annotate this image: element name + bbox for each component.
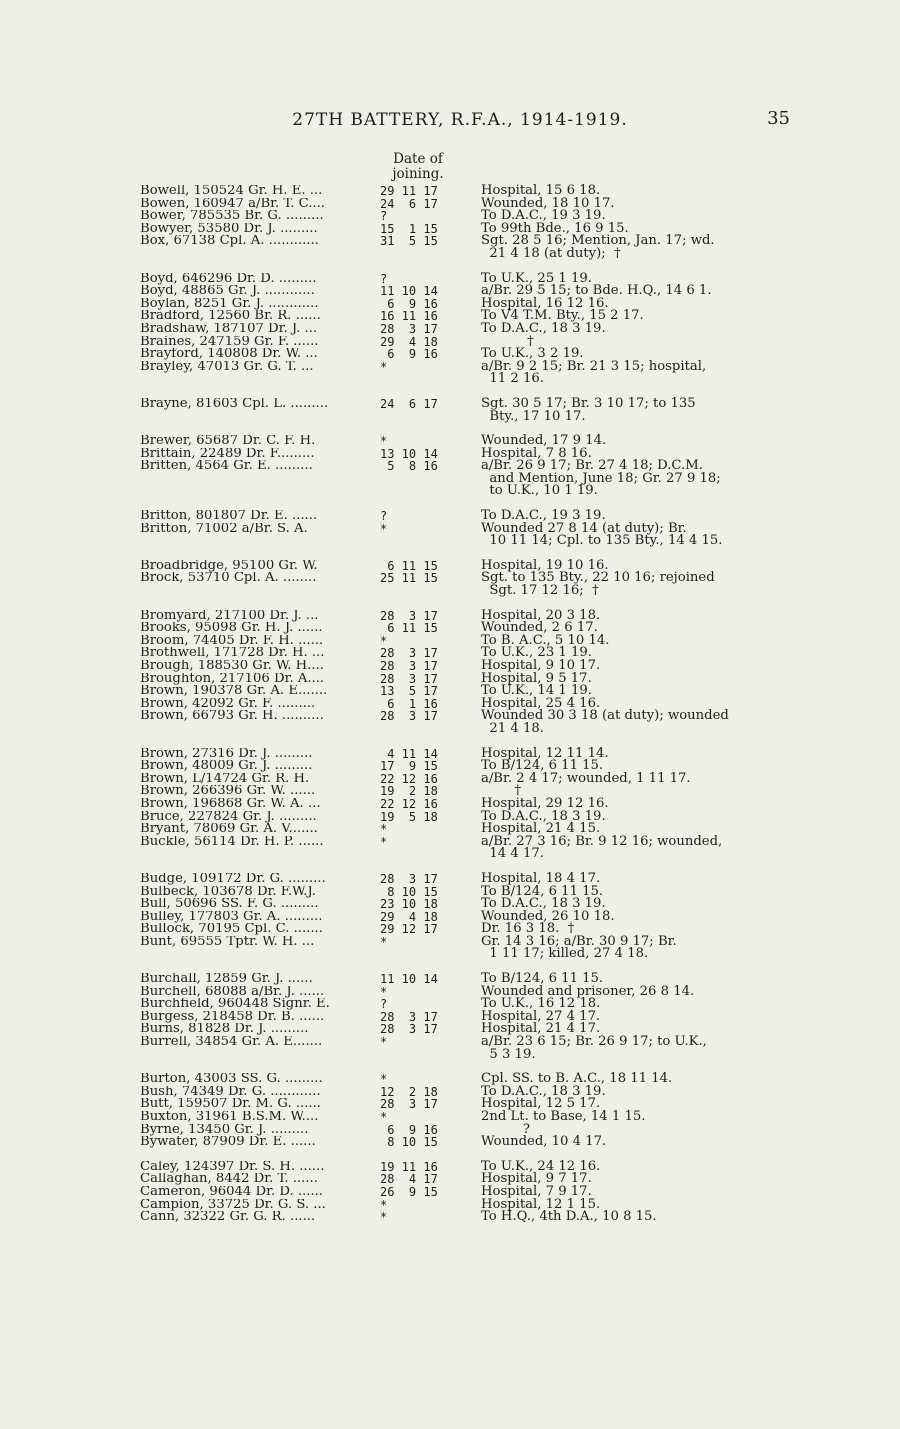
date-of-joining: 4 11 14 xyxy=(380,746,438,761)
date-of-joining: * xyxy=(380,359,388,374)
remarks: Hospital, 7 8 16. xyxy=(481,445,592,461)
roll-entry xyxy=(140,320,800,336)
remarks: Hospital, 9 5 17. xyxy=(481,670,592,686)
roll-entry xyxy=(140,908,800,924)
remarks: To D.A.C., 18 3 19. xyxy=(481,896,606,912)
soldier-name: Brown, 266396 Gr. W. ...... xyxy=(140,785,316,798)
roll-entry xyxy=(140,520,800,549)
remarks: To D.A.C., 18 3 19. xyxy=(481,320,606,336)
date-of-joining: 29 11 17 xyxy=(380,184,438,198)
soldier-name: Bowyer, 53580 Dr. J. ......... xyxy=(140,222,318,236)
soldier-name: Boyd, 646296 Dr. D. ......... xyxy=(140,272,317,286)
date-of-joining: 19 11 16 xyxy=(380,1159,438,1174)
date-of-joining: * xyxy=(380,1035,388,1050)
roll-entry xyxy=(140,1098,800,1111)
soldier-name: Caley, 124397 Dr. S. H. ...... xyxy=(140,1160,325,1174)
date-of-joining: 29 12 17 xyxy=(380,922,438,937)
soldier-name: Britton, 801807 Dr. E. ...... xyxy=(140,510,318,523)
date-of-joining: * xyxy=(380,984,388,999)
soldier-name: Brayne, 81603 Cpl. L. ......... xyxy=(140,397,329,411)
soldier-name: Buxton, 31961 B.S.M. W.... xyxy=(140,1111,319,1124)
remarks: To U.K., 23 1 19. xyxy=(481,645,592,661)
date-of-joining: 28 3 17 xyxy=(380,608,438,623)
soldier-name: Britton, 71002 a/Br. S. A. xyxy=(140,522,308,536)
soldier-name: Brothwell, 171728 Dr. H. ... xyxy=(140,647,325,660)
roll-entry xyxy=(140,833,800,862)
remarks: To U.K., 25 1 19. xyxy=(481,270,592,286)
date-of-joining: ? xyxy=(380,271,388,286)
remarks: To U.K., 16 12 18. xyxy=(481,996,601,1012)
date-of-joining: 8 10 15 xyxy=(380,884,438,899)
remarks: To B. A.C., 5 10 14. xyxy=(481,632,610,648)
date-of-joining: 28 3 17 xyxy=(380,321,438,336)
date-of-joining: 11 10 14 xyxy=(380,284,438,299)
date-of-joining: * xyxy=(380,521,388,536)
remarks: To D.A.C., 18 3 19. xyxy=(481,1083,606,1099)
nominal-roll-list xyxy=(140,185,800,1236)
soldier-name: Brown, 42092 Gr. F. ......... xyxy=(140,697,316,711)
date-column-header xyxy=(376,152,460,182)
date-of-joining: 24 6 17 xyxy=(380,396,438,411)
remarks: Hospital, 21 4 15. xyxy=(481,821,601,837)
soldier-name: Callaghan, 8442 Dr. T. ...... xyxy=(140,1173,318,1186)
roll-entry xyxy=(140,460,800,498)
roll-entry xyxy=(140,632,800,648)
entry-group xyxy=(140,870,800,962)
remarks: Wounded 27 8 14 (at duty); Br. 10 11 14; Cpl. to 135 Bty., 14 4 15. xyxy=(481,520,723,549)
soldier-name: Burton, 43003 SS. G. ......... xyxy=(140,1073,323,1086)
date-of-joining: 6 9 16 xyxy=(380,347,438,362)
roll-entry xyxy=(140,607,800,623)
remarks: To U.K., 3 2 19. xyxy=(481,346,584,362)
soldier-name: Brown, 27316 Dr. J. ......... xyxy=(140,747,313,761)
date-of-joining: 25 11 15 xyxy=(380,571,438,586)
roll-entry xyxy=(140,685,800,698)
remarks: To U.K., 14 1 19. xyxy=(481,683,592,699)
date-of-joining: * xyxy=(380,633,388,648)
date-of-joining: 6 9 16 xyxy=(380,1122,438,1137)
soldier-name: Bunt, 69555 Tptr. W. H. ... xyxy=(140,935,315,949)
date-of-joining: * xyxy=(380,1197,388,1212)
soldier-name: Brown, L/14724 Gr. R. H. xyxy=(140,772,310,786)
date-of-joining: 15 1 15 xyxy=(380,221,438,236)
roll-entry xyxy=(140,1073,800,1086)
roll-entry xyxy=(140,1211,800,1224)
roll-entry xyxy=(140,670,800,686)
roll-entry xyxy=(140,923,800,936)
remarks: Hospital, 27 4 17. xyxy=(481,1008,601,1024)
soldier-name: Boyd, 48865 Gr. J. ............ xyxy=(140,285,315,298)
roll-entry xyxy=(140,973,800,986)
remarks: Hospital, 25 4 16. xyxy=(481,695,601,711)
remarks: a/Br. 9 2 15; Br. 21 3 15; hospital, 11 2 16. xyxy=(481,358,707,387)
soldier-name: Bywater, 87909 Dr. E. ...... xyxy=(140,1136,316,1149)
roll-entry xyxy=(140,333,800,349)
date-of-joining: 31 5 15 xyxy=(380,234,438,249)
remarks: a/Br. 23 6 15; Br. 26 9 17; to U.K., 5 3 19. xyxy=(481,1034,707,1062)
roll-entry xyxy=(140,195,800,211)
date-of-joining: 12 2 18 xyxy=(380,1084,438,1099)
soldier-name: Burns, 81828 Dr. J. ......... xyxy=(140,1023,309,1037)
soldier-name: Brown, 48009 Gr. J. ......... xyxy=(140,760,313,773)
date-of-joining: 29 4 18 xyxy=(380,334,438,349)
date-of-joining: * xyxy=(380,1072,388,1087)
soldier-name: Brayford, 140808 Dr. W. ... xyxy=(140,348,318,361)
entry-group xyxy=(140,973,800,1061)
running-header: 27TH BATTERY, R.F.A., 1914-1919. xyxy=(292,110,628,130)
soldier-name: Boylan, 8251 Gr. J. ............ xyxy=(140,297,319,311)
soldier-name: Burchall, 12859 Gr. J. ...... xyxy=(140,973,313,986)
date-of-joining: 8 10 15 xyxy=(380,1135,438,1150)
roll-entry xyxy=(140,1136,800,1149)
remarks: To 99th Bde., 16 9 15. xyxy=(481,220,629,236)
remarks: Wounded 30 3 18 (at duty); wounded 21 4 18. xyxy=(481,708,729,736)
roll-entry xyxy=(140,235,800,260)
page-number: 35 xyxy=(767,108,790,129)
roll-entry xyxy=(140,310,800,323)
remarks: Hospital, 15 6 18. xyxy=(481,183,601,198)
roll-entry xyxy=(140,647,800,660)
date-of-joining: 17 9 15 xyxy=(380,759,438,774)
roll-entry xyxy=(140,510,800,523)
soldier-name: Broom, 74405 Dr. F. H. ...... xyxy=(140,634,324,648)
soldier-name: Bullock, 70195 Cpl. C. ....... xyxy=(140,923,323,936)
remarks: Wounded, 10 4 17. xyxy=(481,1134,607,1150)
date-of-joining: 19 5 18 xyxy=(380,809,438,824)
roll-entry xyxy=(140,870,800,886)
roll-entry xyxy=(140,295,800,311)
remarks: To U.K., 24 12 16. xyxy=(481,1158,601,1174)
date-of-joining: 23 10 18 xyxy=(380,897,438,912)
soldier-name: Broughton, 217106 Dr. A.... xyxy=(140,672,325,686)
soldier-name: Bromyard, 217100 Dr. J. ... xyxy=(140,609,319,623)
remarks: Dr. 16 3 18. † xyxy=(481,921,575,937)
remarks: Sgt. to 135 Bty., 22 10 16; rejoined Sgt. 17 12 16; † xyxy=(481,570,715,599)
remarks: Hospital, 29 12 16. xyxy=(481,795,609,811)
date-of-joining: 24 6 17 xyxy=(380,196,438,211)
remarks: Wounded, 26 10 18. xyxy=(481,908,615,924)
roll-entry xyxy=(140,745,800,761)
remarks: ? xyxy=(481,1121,530,1137)
roll-entry xyxy=(140,395,800,424)
soldier-name: Buckle, 56114 Dr. H. P. ...... xyxy=(140,835,324,849)
entry-group xyxy=(140,1158,800,1225)
soldier-name: Bulbeck, 103678 Dr. F.W.J. xyxy=(140,885,316,899)
roll-entry xyxy=(140,998,800,1011)
roll-entry xyxy=(140,1121,800,1137)
remarks: To V4 T.M. Bty., 15 2 17. xyxy=(481,308,644,324)
date-of-joining: 28 3 17 xyxy=(380,709,438,724)
remarks: Wounded, 2 6 17. xyxy=(481,620,598,636)
roll-entry xyxy=(140,760,800,773)
date-of-joining: 13 5 17 xyxy=(380,684,438,699)
soldier-name: Britten, 4564 Gr. E. ......... xyxy=(140,460,313,473)
soldier-name: Bull, 50696 SS. F. G. ......... xyxy=(140,898,319,911)
soldier-name: Brough, 188530 Gr. W. H.... xyxy=(140,660,324,673)
remarks: Hospital, 19 10 16. xyxy=(481,557,609,573)
roll-entry xyxy=(140,808,800,824)
remarks: Cpl. SS. to B. A.C., 18 11 14. xyxy=(481,1071,673,1087)
roll-entry xyxy=(140,1083,800,1099)
soldier-name: Brown, 66793 Gr. H. .......... xyxy=(140,710,324,723)
remarks: Hospital, 12 11 14. xyxy=(481,745,609,761)
date-of-joining: * xyxy=(380,934,388,949)
date-of-joining: 6 9 16 xyxy=(380,296,438,311)
soldier-name: Burrell, 34854 Gr. A. E....... xyxy=(140,1036,323,1049)
entry-group xyxy=(140,395,800,424)
roll-entry xyxy=(140,898,800,911)
soldier-name: Brock, 53710 Cpl. A. ........ xyxy=(140,572,317,586)
remarks: To B/124, 6 11 15. xyxy=(481,758,604,774)
roll-entry xyxy=(140,795,800,811)
date-of-joining: 22 12 16 xyxy=(380,771,438,786)
date-of-joining: * xyxy=(380,1110,388,1124)
remarks: † xyxy=(481,333,534,349)
date-of-joining: ? xyxy=(380,509,388,524)
date-of-joining: * xyxy=(380,834,388,849)
remarks: Wounded and prisoner, 26 8 14. xyxy=(481,983,695,999)
remarks: a/Br. 2 4 17; wounded, 1 11 17. xyxy=(481,770,691,786)
date-column-header-line1: Date of xyxy=(393,151,443,167)
remarks: Wounded, 18 10 17. xyxy=(481,195,615,211)
remarks: Sgt. 30 5 17; Br. 3 10 17; to 135 Bty., 17 10 17. xyxy=(481,395,696,424)
soldier-name: Broadbridge, 95100 Gr. W. xyxy=(140,559,318,573)
date-of-joining: 28 4 17 xyxy=(380,1172,438,1187)
roll-entry xyxy=(140,883,800,899)
date-of-joining: 6 11 15 xyxy=(380,558,438,573)
entry-group xyxy=(140,745,800,862)
date-of-joining: 29 4 18 xyxy=(380,909,438,924)
date-of-joining: 28 3 17 xyxy=(380,1009,438,1024)
roll-entry xyxy=(140,435,800,448)
soldier-name: Burgess, 218458 Dr. B. ...... xyxy=(140,1010,325,1024)
remarks: Gr. 14 3 16; a/Br. 30 9 17; Br. 1 11 17; killed, 27 4 18. xyxy=(481,933,677,962)
entry-group xyxy=(140,557,800,599)
soldier-name: Cann, 32322 Gr. G. R. ...... xyxy=(140,1211,316,1224)
soldier-name: Butt, 159507 Dr. M. G. ...... xyxy=(140,1098,321,1111)
remarks: Hospital, 9 7 17. xyxy=(481,1171,592,1187)
roll-entry xyxy=(140,1111,800,1124)
soldier-name: Byrne, 13450 Gr. J. ......... xyxy=(140,1123,309,1137)
remarks: a/Br. 29 5 15; to Bde. H.Q., 14 6 1. xyxy=(481,283,712,299)
soldier-name: Bruce, 227824 Gr. J. ......... xyxy=(140,810,317,824)
date-of-joining: 5 8 16 xyxy=(380,459,438,474)
soldier-name: Bulley, 177803 Gr. A. ......... xyxy=(140,910,323,924)
soldier-name: Bradford, 12560 Br. R. ...... xyxy=(140,310,321,323)
date-of-joining: 6 11 15 xyxy=(380,621,438,636)
date-of-joining: * xyxy=(380,434,388,449)
date-of-joining: 28 3 17 xyxy=(380,1022,438,1037)
remarks: Hospital, 16 12 16. xyxy=(481,295,609,311)
remarks: Hospital, 12 1 15. xyxy=(481,1196,601,1212)
date-of-joining: 26 9 15 xyxy=(380,1184,438,1199)
remarks: Hospital, 12 5 17. xyxy=(481,1096,601,1112)
remarks: To B/124, 6 11 15. xyxy=(481,971,604,987)
roll-entry xyxy=(140,660,800,673)
roll-entry xyxy=(140,285,800,298)
date-of-joining: 22 12 16 xyxy=(380,796,438,811)
roll-entry xyxy=(140,1183,800,1199)
soldier-name: Bowen, 160947 a/Br. T. C.... xyxy=(140,197,325,211)
roll-entry xyxy=(140,1196,800,1212)
remarks: To D.A.C., 19 3 19. xyxy=(481,208,606,224)
remarks: Hospital, 7 9 17. xyxy=(481,1183,592,1199)
date-of-joining: 28 3 17 xyxy=(380,671,438,686)
date-of-joining: 11 10 14 xyxy=(380,972,438,987)
soldier-name: Braines, 247159 Gr. F. ...... xyxy=(140,335,319,349)
remarks: a/Br. 26 9 17; Br. 27 4 18; D.C.M. and Mention, June 18; Gr. 27 9 18; to U.K., 10 1 19. xyxy=(481,458,721,499)
remarks: Hospital, 18 4 17. xyxy=(481,870,601,886)
date-of-joining: 16 11 16 xyxy=(380,309,438,324)
date-of-joining: ? xyxy=(380,997,388,1012)
roll-entry xyxy=(140,933,800,962)
roll-entry xyxy=(140,710,800,735)
roll-entry xyxy=(140,1173,800,1186)
soldier-name: Brewer, 65687 Dr. C. F. H. xyxy=(140,435,316,448)
date-column-header-line2: joining. xyxy=(392,166,444,182)
remarks: 2nd Lt. to Base, 14 1 15. xyxy=(481,1109,646,1124)
date-of-joining: ? xyxy=(380,209,388,224)
roll-entry xyxy=(140,185,800,198)
roll-entry xyxy=(140,983,800,999)
roll-entry xyxy=(140,770,800,786)
roll-entry xyxy=(140,622,800,635)
soldier-name: Brooks, 95098 Gr. H. J. ...... xyxy=(140,622,323,635)
remarks: Hospital, 20 3 18. xyxy=(481,607,601,623)
date-of-joining: * xyxy=(380,822,388,837)
remarks: Sgt. 28 5 16; Mention, Jan. 17; wd. 21 4 18 (at duty); † xyxy=(481,233,715,261)
roll-entry xyxy=(140,1036,800,1061)
soldier-name: Brown, 190378 Gr. A. E....... xyxy=(140,685,328,698)
entry-group xyxy=(140,185,800,261)
soldier-name: Box, 67138 Cpl. A. ............ xyxy=(140,235,319,248)
soldier-name: Cameron, 96044 Dr. D. ...... xyxy=(140,1185,323,1199)
soldier-name: Bradshaw, 187107 Dr. J. ... xyxy=(140,322,318,336)
roll-entry xyxy=(140,210,800,223)
soldier-name: Bowell, 150524 Gr. H. E. ... xyxy=(140,185,323,198)
soldier-name: Brown, 196868 Gr. W. A. ... xyxy=(140,797,321,811)
soldier-name: Burchell, 68088 a/Br. J. ...... xyxy=(140,985,325,999)
roll-entry xyxy=(140,1158,800,1174)
entry-group xyxy=(140,270,800,387)
roll-entry xyxy=(140,1008,800,1024)
date-of-joining: 19 2 18 xyxy=(380,784,438,799)
soldier-name: Bower, 785535 Br. G. ......... xyxy=(140,210,324,223)
soldier-name: Bush, 74349 Dr. G. ............ xyxy=(140,1085,321,1099)
date-of-joining: 13 10 14 xyxy=(380,446,438,461)
date-of-joining: 28 3 17 xyxy=(380,1097,438,1112)
roll-entry xyxy=(140,785,800,798)
date-of-joining: * xyxy=(380,1210,388,1225)
remarks: To D.A.C., 19 3 19. xyxy=(481,508,606,524)
remarks: To H.Q., 4th D.A., 10 8 15. xyxy=(481,1209,657,1225)
soldier-name: Budge, 109172 Dr. G. ......... xyxy=(140,872,326,886)
roll-entry xyxy=(140,358,800,387)
soldier-name: Burchfield, 960448 Signr. E. xyxy=(140,998,330,1011)
remarks: To D.A.C., 18 3 19. xyxy=(481,808,606,824)
date-of-joining: 28 3 17 xyxy=(380,659,438,673)
remarks: Hospital, 9 10 17. xyxy=(481,658,601,673)
entry-group xyxy=(140,510,800,548)
date-of-joining: 6 1 16 xyxy=(380,696,438,711)
soldier-name: Brayley, 47013 Gr. G. T. ... xyxy=(140,360,314,374)
remarks: † xyxy=(481,783,522,799)
remarks: a/Br. 27 3 16; Br. 9 12 16; wounded, 14 4 17. xyxy=(481,833,723,862)
entry-group xyxy=(140,435,800,498)
remarks: To B/124, 6 11 15. xyxy=(481,883,604,899)
soldier-name: Bryant, 78069 Gr. A. V....... xyxy=(140,823,318,836)
soldier-name: Brittain, 22489 Dr. F......... xyxy=(140,447,315,461)
remarks: Wounded, 17 9 14. xyxy=(481,433,607,449)
remarks: Hospital, 21 4 17. xyxy=(481,1021,601,1037)
roll-entry xyxy=(140,572,800,597)
entry-group xyxy=(140,1073,800,1149)
entry-group xyxy=(140,607,800,736)
date-of-joining: 28 3 17 xyxy=(380,646,438,661)
date-of-joining: 28 3 17 xyxy=(380,871,438,886)
soldier-name: Campion, 33725 Dr. G. S. ... xyxy=(140,1198,326,1212)
